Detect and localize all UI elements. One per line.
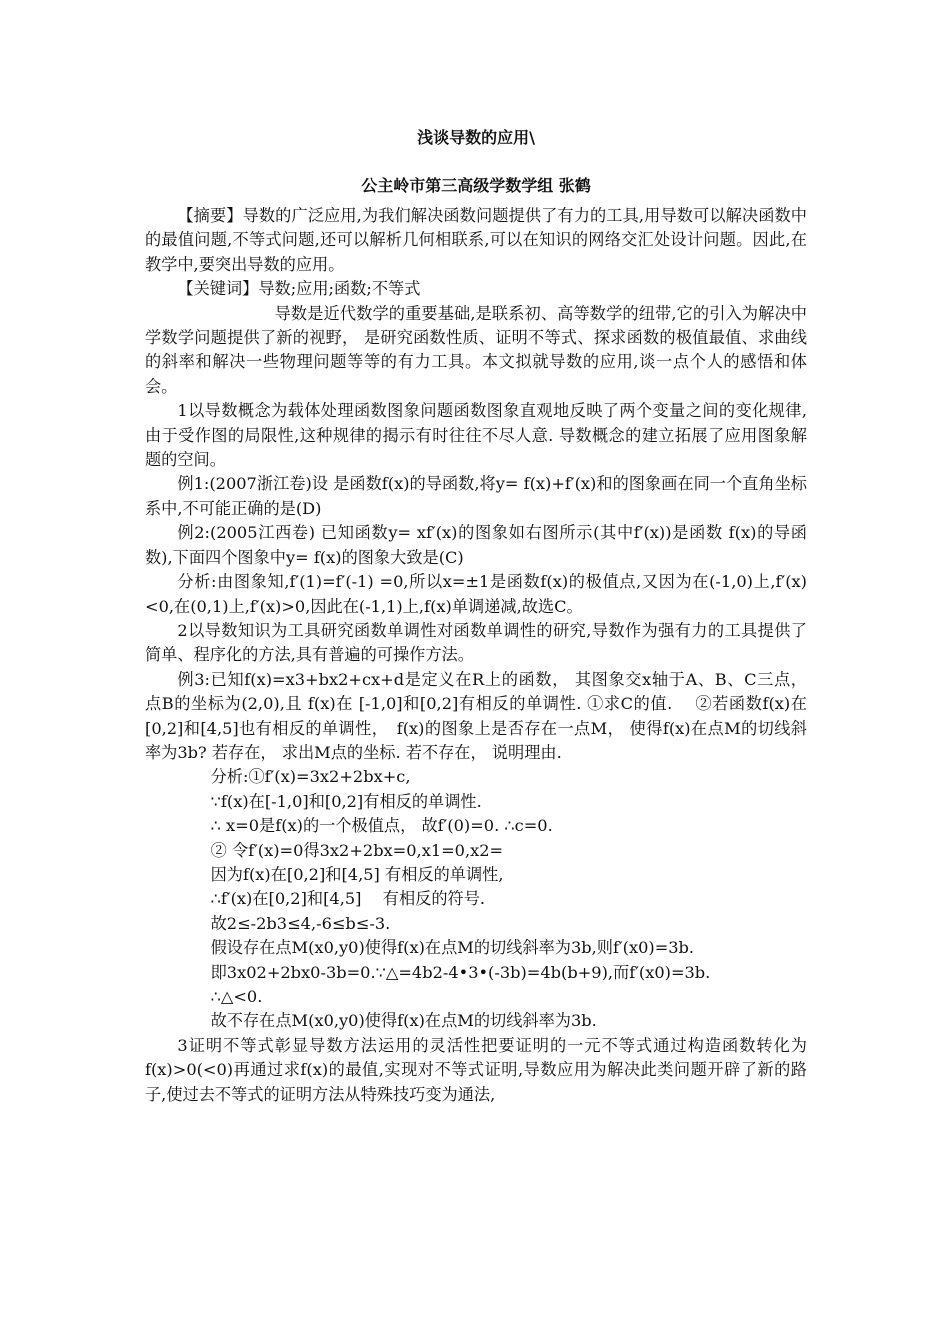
document-body [145,204,807,1107]
solution-step: ∴f′(x)在[0,2]和[4,5] 有相反的符号. [210,889,486,909]
solution-step: 故2≤-2b3≤4,-6≤b≤-3. [210,913,391,933]
solution-step: ∴ x=0是f(x)的一个极值点， 故f′(0)=0. ∴c=0. [210,816,553,836]
abstract-paragraph: 【摘要】导数的广泛应用,为我们解决函数问题提供了有力的工具,用导数可以解决函数中的最值问题,不等式问题,还可以解析几何相联系,可以在知识的网络交汇处设计问题。因此,在教学中,要突出导数的应用。 [145,206,807,274]
intro-paragraph: 导数是近代数学的重要基础,是联系初、高等数学的纽带,它的引入为解决中学数学问题提供了新的视野， 是研究函数性质、证明不等式、探求函数的极值最值、求曲线的斜率和解决一些物理问题等等的有力工具。本文拟就导数的应用,谈一点个人的感悟和体会。 [145,303,807,396]
author-line: 公主岭市第三高级学数学组 张鹤 [361,176,591,195]
solution-step: ∵f(x)在[-1,0]和[0,2]有相反的单调性. [210,791,482,811]
keywords-paragraph: 【关键词】导数;应用;函数;不等式 [177,279,421,299]
solution-step: 假设存在点M(x0,y0)使得f(x)在点M的切线斜率为3b,则f′(x0)=3b. [210,938,695,958]
solution-step: ② 令f′(x)=0得3x2+2bx=0,x1=0,x2= [210,840,504,860]
solution-step: 故不存在点M(x0,y0)使得f(x)在点M的切线斜率为3b. [210,1011,597,1031]
example-2-paragraph: 例2:(2005江西卷) 已知函数y= xf′(x)的图象如右图所示(其中f′(x))是函数 f(x)的导函数),下面四个图象中y= f(x)的图象大致是(C) [145,523,807,567]
solution-step: 因为f(x)在[0,2]和[4,5] 有相反的单调性, [210,864,504,884]
solution-step: ∴△<0. [210,987,263,1006]
example-1-paragraph: 例1:(2007浙江卷)设 是函数f(x)的导函数,将y= f(x)+f′(x)和的图象画在同一个直角坐标系中,不可能正确的是(D) [145,474,807,518]
analysis-paragraph: 分析:由图象知,f′(1)=f′(-1) =0,所以x=±1是函数f(x)的极值点,又因为在(-1,0)上,f′(x)<0,在(0,1)上,f′(x)>0,因此在(-1,1)上,f(x)单调递减,故选C。 [145,572,807,616]
solution-step: 即3x02+2bx0-3b=0.∵△=4b2-4•3•(-3b)=4b(b+9),而f′(x0)=3b. [210,962,711,982]
section-2-paragraph: 2以导数知识为工具研究函数单调性对函数单调性的研究,导数作为强有力的工具提供了简单、程序化的方法,具有普遍的可操作方法。 [145,620,807,665]
section-1-paragraph: 1以导数概念为载体处理函数图象问题函数图象直观地反映了两个变量之间的变化规律,由于受作图的局限性,这种规律的揭示有时往往不尽人意. 导数概念的建立拓展了应用图象解题的空间。 [145,401,807,470]
document-title: 浅谈导数的应用\ [417,128,535,147]
solution-step: 分析:①f′(x)=3x2+2bx+c, [210,767,411,787]
section-3-paragraph: 3证明不等式彰显导数方法运用的灵活性把要证明的一元不等式通过构造函数转化为f(x)>0(<0)再通过求f(x)的最值,实现对不等式证明,导数应用为解决此类问题开辟了新的路子,使过去不等式的证明方法从特殊技巧变为通法, [145,1035,807,1104]
example-3-paragraph: 例3:已知f(x)=x3+bx2+cx+d是定义在R上的函数， 其图象交x轴于A、B、C三点， 点B的坐标为(2,0),且 f(x)在 [-1,0]和[0,2]有相反的单调性. ①求C的值. ②若函数f(x)在[0,2]和[4,5]也有相反的单调性， f(x)的图象上是否存在一点M， 使得f(x)在点M的切线斜率为3b? 若存在， 求出M点的坐标. 若不存在， 说明理由. [145,669,807,762]
